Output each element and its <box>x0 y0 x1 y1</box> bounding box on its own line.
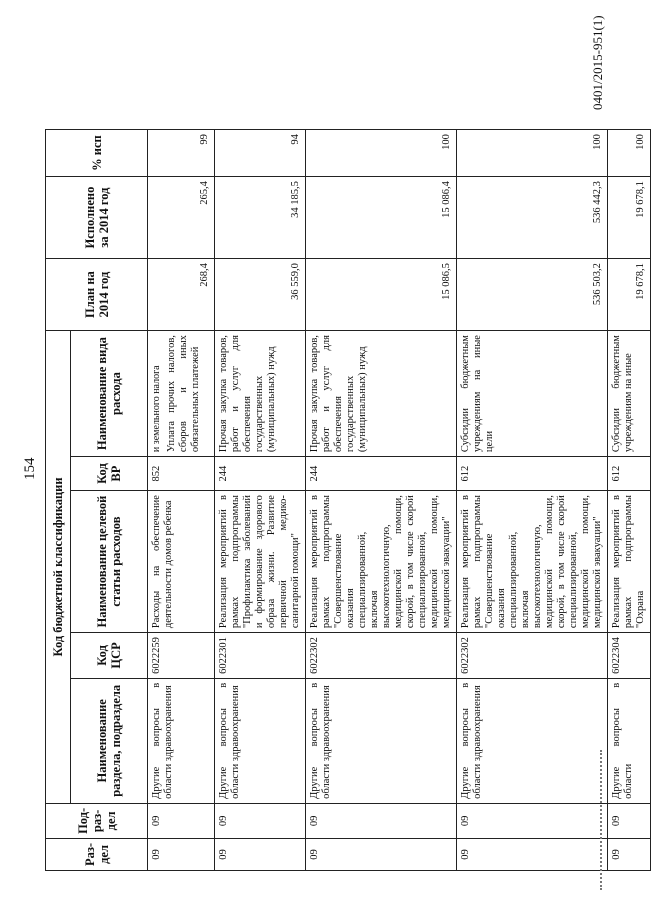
cell-pct: 100 <box>306 130 457 177</box>
cell-csr: 6022259 <box>148 633 215 679</box>
cell-vr-name: Прочая закупка товаров, работ и услуг для обеспечения государственных (муниципальных) нужд <box>215 331 306 457</box>
page-number: 154 <box>22 457 38 480</box>
budget-table <box>45 129 651 871</box>
cell-done: 536 442,3 <box>457 177 608 259</box>
header-vr: Код ВР <box>71 457 148 491</box>
header-csr: Код ЦСР <box>71 633 148 679</box>
cell-done: 34 185,5 <box>215 177 306 259</box>
header-pct: % исп <box>46 130 148 177</box>
cell-target: Реализация мероприятий в рамках подпрограммы "Охрана <box>608 491 651 633</box>
table-row <box>306 130 457 871</box>
cell-vr-name: Субсидии бюджетным учреждениям на иные цели <box>457 331 608 457</box>
cell-plan: 15 086,5 <box>306 259 457 331</box>
cell-razdel: 09 <box>215 838 306 870</box>
document-id: 0401/2015-951(1) <box>590 15 605 110</box>
cell-razdel: 09 <box>608 838 651 870</box>
cell-vr: 852 <box>148 457 215 491</box>
header-group-classification: Код бюджетной классификации <box>46 331 71 804</box>
cell-done: 265,4 <box>148 177 215 259</box>
table-row <box>457 130 608 871</box>
cell-vr: 612 <box>608 457 651 491</box>
cell-podrazdel: 09 <box>457 803 608 838</box>
cell-target: Расходы на обеспечение деятельности домов ребенка <box>148 491 215 633</box>
cell-plan: 268,4 <box>148 259 215 331</box>
header-section-name: Наименование раздела, подраздела <box>71 678 148 803</box>
table-row <box>215 130 306 871</box>
cell-section: Другие вопросы в области здравоохранения <box>457 678 608 803</box>
cell-plan: 19 678,1 <box>608 259 651 331</box>
header-podrazdel: Под-раз-дел <box>46 803 148 838</box>
cell-csr: 6022302 <box>306 633 457 679</box>
cell-csr: 6022301 <box>215 633 306 679</box>
header-vr-name: Наименование вида расхода <box>71 331 148 457</box>
cell-podrazdel: 09 <box>306 803 457 838</box>
vr-name-text: Уплата прочих налогов, сборов и иных обязательных платежей <box>166 335 201 453</box>
cell-vr: 244 <box>215 457 306 491</box>
cell-vr-name: Субсидии бюджетным учреждениям на иные <box>608 331 651 457</box>
cell-section: Другие вопросы в области здравоохранения <box>148 678 215 803</box>
scan-marks <box>600 750 606 890</box>
cell-razdel: 09 <box>306 838 457 870</box>
cell-vr: 612 <box>457 457 608 491</box>
vr-name-prefix: и земельного налога <box>151 365 162 453</box>
header-target-name: Наименование целевой статьи расходов <box>71 491 148 633</box>
cell-pct: 100 <box>457 130 608 177</box>
cell-target: Реализация мероприятий в рамках подпрограммы "Совершенствование оказания специализированной, включая высокотехнологичную, медицинской помощи, скорой, в том числе скорой специализированной, медицинской помощи, медицинской эвакуации" <box>306 491 457 633</box>
header-plan: План на 2014 год <box>46 259 148 331</box>
cell-vr: 244 <box>306 457 457 491</box>
header-razdel: Раз-дел <box>46 838 148 870</box>
cell-done: 19 678,1 <box>608 177 651 259</box>
cell-plan: 536 503,2 <box>457 259 608 331</box>
cell-podrazdel: 09 <box>215 803 306 838</box>
cell-target: Реализация мероприятий в рамках подпрограммы "Совершенствование оказания специализированной, включая высокотехнологичную, медицинской помощи, скорой, в том числе скорой специализированной, медицинской помощи, медицинской эвакуации" <box>457 491 608 633</box>
cell-csr: 6022304 <box>608 633 651 679</box>
cell-vr-name <box>148 331 215 457</box>
cell-vr-name: Прочая закупка товаров, работ и услуг для обеспечения государственных (муниципальных) нужд <box>306 331 457 457</box>
cell-section: Другие вопросы в области <box>608 678 651 803</box>
cell-csr: 6022302 <box>457 633 608 679</box>
cell-plan: 36 559,0 <box>215 259 306 331</box>
cell-section: Другие вопросы в области здравоохранения <box>215 678 306 803</box>
header-row-group <box>46 130 71 871</box>
cell-pct: 94 <box>215 130 306 177</box>
header-done: Исполнено за 2014 год <box>46 177 148 259</box>
table-row <box>608 130 651 871</box>
cell-razdel: 09 <box>457 838 608 870</box>
cell-podrazdel: 09 <box>148 803 215 838</box>
cell-section: Другие вопросы в области здравоохранения <box>306 678 457 803</box>
cell-done: 15 086,4 <box>306 177 457 259</box>
cell-razdel: 09 <box>148 838 215 870</box>
cell-podrazdel: 09 <box>608 803 651 838</box>
cell-target: Реализация мероприятий в рамках подпрограммы "Профилактика заболеваний и формирование здорового образа жизни. Развитие первичной медико-санитарной помощи" <box>215 491 306 633</box>
table-row <box>148 130 215 871</box>
cell-pct: 99 <box>148 130 215 177</box>
cell-pct: 100 <box>608 130 651 177</box>
